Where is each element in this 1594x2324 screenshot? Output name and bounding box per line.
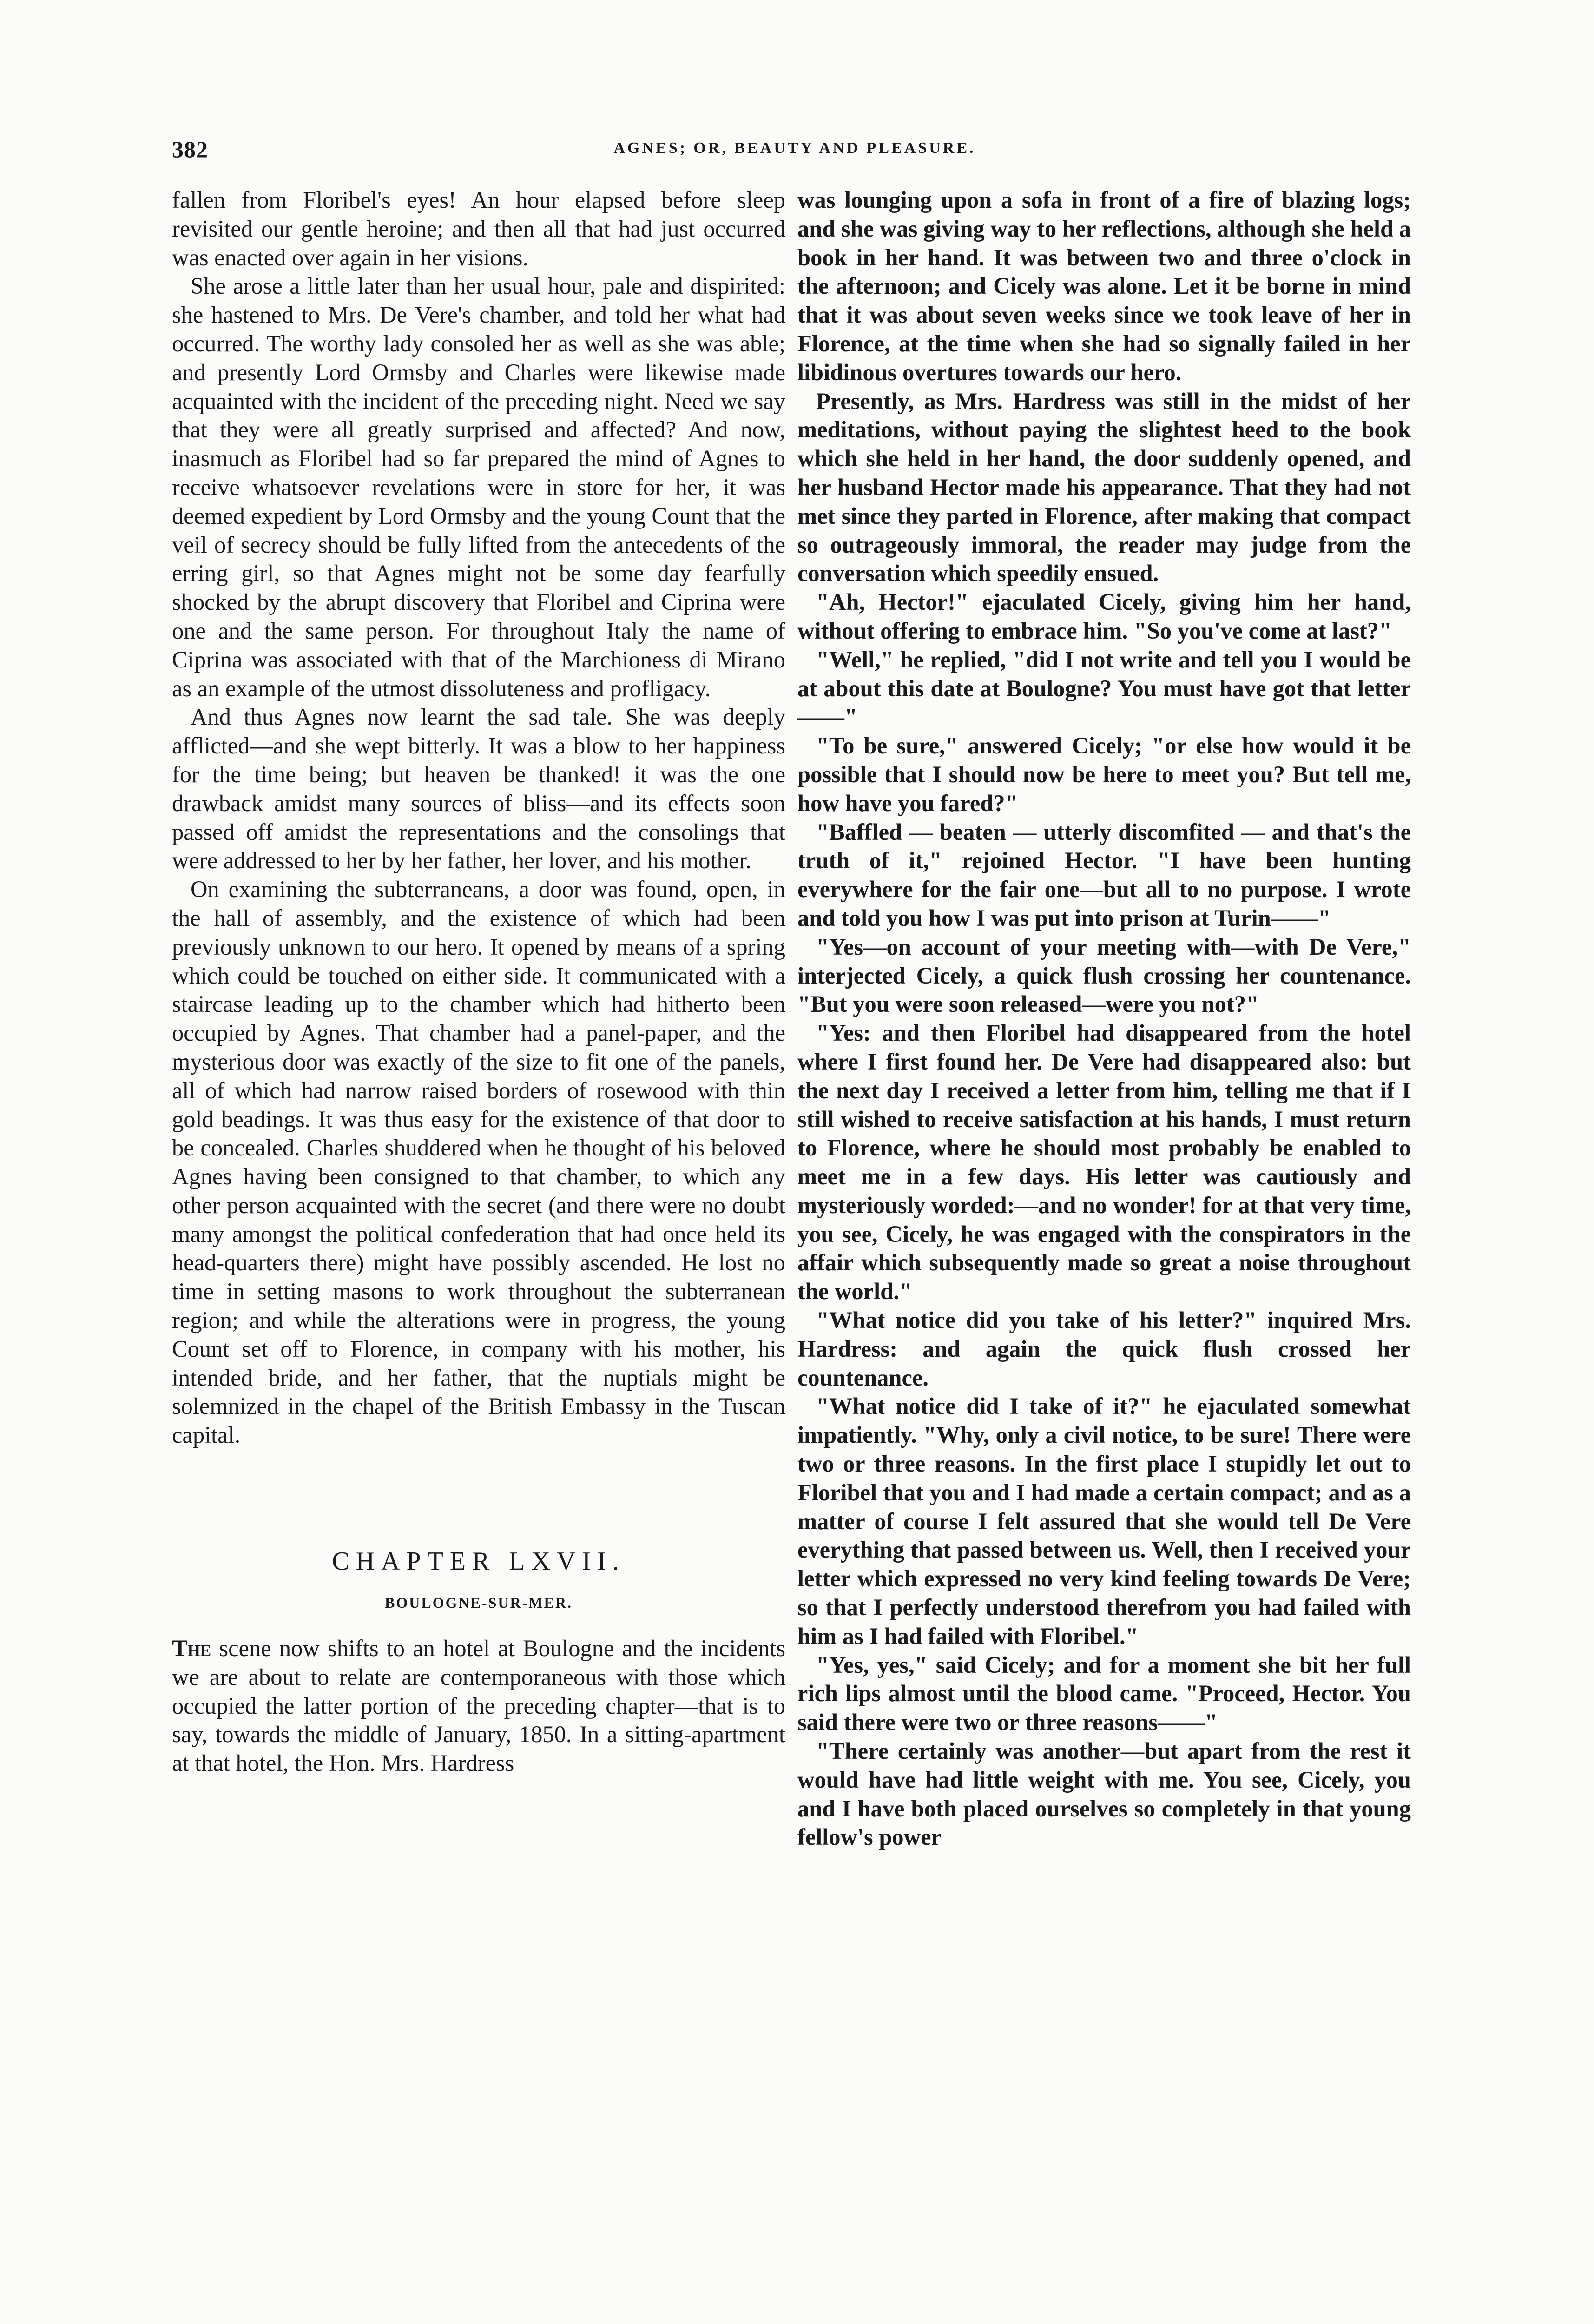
paragraph: And thus Agnes now learnt the sad tale. She was deeply afflicted—and she wept bitterly. It was a blow to her happiness for the time being; but heaven be thanked! it was the one drawback amidst many sources of bliss—and its effects soon passed off amidst the representations and the consolings that were addressed to her by her father, her lover, and his mother. bbox=[172, 704, 785, 874]
chapter-first-words: The bbox=[172, 1635, 211, 1662]
right-column bbox=[797, 186, 1411, 1852]
left-column bbox=[172, 186, 785, 1778]
paragraph: "There certainly was another—but apart from the rest it would have had little weight with me. You see, Cicely, you and I have both placed ourselves so completely in that young fellow's power bbox=[797, 1738, 1411, 1850]
paragraph: On examining the subterraneans, a door was found, open, in the hall of assembly, and the existence of which had been previously unknown to our hero. It opened by means of a spring which could be touched on either side. It communicated with a staircase leading up to the chamber which had hitherto been occupied by Agnes. That chamber had a panel-paper, and the mysterious door was exactly of the size to fit one of the panels, all of which had narrow raised borders of rosewood with thin gold beadings. It was thus easy for the existence of that door to be concealed. Charles shuddered when he thought of his beloved Agnes having been consigned to that chamber, to which any other person acquainted with the secret (and there were no doubt many amongst the political confederation that had once held its head-quarters there) might have possibly ascended. He lost no time in setting masons to work throughout the subterranean region; and while the alterations were in progress, the young Count set off to Florence, in company with his mother, his intended bride, and her father, that the nuptials might be solemnized in the chapel of the British Embassy in the Tuscan capital. bbox=[172, 876, 785, 1448]
paragraph: was lounging upon a sofa in front of a fire of blazing logs; and she was giving way to her reflections, although she held a book in her hand. It was between two and three o'clock in the afternoon; and Cicely was alone. Let it be borne in mind that it was about seven weeks since we took leave of her in Florence, at the time when she had so signally failed in her libidinous overtures towards our hero. bbox=[797, 187, 1411, 385]
paragraph: "Yes, yes," said Cicely; and for a moment she bit her full rich lips almost until the blood came. "Proceed, Hector. You said there were two or three reasons——" bbox=[797, 1651, 1411, 1736]
chapter-subtitle: BOULOGNE-SUR-MER. bbox=[385, 1594, 573, 1611]
paragraph: "What notice did I take of it?" he ejaculated somewhat impatiently. "Why, only a civil notice, to be sure! There were two or three reasons. In the first place I stupidly let out to Floribel that you and I had made a certain compact; and as a matter of course I felt assured that she would tell De Vere everything that passed between us. Well, then I received your letter which expressed no very kind feeling towards De Vere; so that I perfectly understood therefrom you had failed with him as I had failed with Floribel." bbox=[797, 1393, 1411, 1649]
paragraph: "Yes—on account of your meeting with—with De Vere," interjected Cicely, a quick flush crossing her countenance. "But you were soon released—were you not?" bbox=[797, 933, 1411, 1017]
page-header bbox=[172, 136, 1417, 168]
page-number: 382 bbox=[172, 136, 208, 162]
running-head: AGNES; OR, BEAUTY AND PLEASURE. bbox=[613, 139, 976, 157]
paragraph: fallen from Floribel's eyes! An hour elapsed before sleep revisited our gentle heroine; and then all that had just occurred was enacted over again in her visions. bbox=[172, 187, 785, 271]
chapter-opening-text: scene now shifts to an hotel at Boulogne and the incidents we are about to relate are contemporaneous with those which occupied the latter portion of the preceding chapter—that is to say, towards the middle of January, 1850. In a sitting-apartment at that hotel, the Hon. Mrs. Hardress bbox=[172, 1635, 785, 1776]
paragraph: "Yes: and then Floribel had disappeared from the hotel where I first found her. De Vere had disappeared also: but the next day I received a letter from him, telling me that if I still wished to receive satisfaction at his hands, I must return to Florence, where he should most probably be enabled to meet me in a few days. His letter was cautiously and mysteriously worded:—and no wonder! for at that very time, you see, Cicely, he was engaged with the conspirators in the affair which subsequently made so great a noise throughout the world." bbox=[797, 1020, 1411, 1305]
paragraph: Presently, as Mrs. Hardress was still in the midst of her meditations, without paying the slightest heed to the book which she held in her hand, the door suddenly opened, and her husband Hector made his appearance. That they had not met since they parted in Florence, after making that compact so outrageously immoral, the reader may judge from the conversation which speedily ensued. bbox=[797, 388, 1411, 587]
paragraph: "To be sure," answered Cicely; "or else how would it be possible that I should now be here to meet you? But tell me, how have you fared?" bbox=[797, 733, 1411, 816]
paragraph: "Well," he replied, "did I not write and tell you I would be at about this date at Boulogne? You must have got that letter——" bbox=[797, 646, 1411, 730]
chapter-opening-paragraph bbox=[172, 1634, 785, 1778]
chapter-title: CHAPTER LXVII. bbox=[332, 1547, 626, 1576]
paragraph: "What notice did you take of his letter?" inquired Mrs. Hardress: and again the quick flush crossed her countenance. bbox=[797, 1307, 1411, 1391]
paragraph: "Ah, Hector!" ejaculated Cicely, giving him her hand, without offering to embrace him. "So you've come at last?" bbox=[797, 589, 1411, 644]
paragraph: "Baffled — beaten — utterly discomfited — and that's the truth of it," rejoined Hector. "I have been hunting everywhere for the fair one—but all to no purpose. I wrote and told you how I was put into prison at Turin——" bbox=[797, 819, 1411, 931]
paragraph: She arose a little later than her usual hour, pale and dispirited: she hastened to Mrs. De Vere's chamber, and told her what had occurred. The worthy lady consoled her as well as she was able; and presently Lord Ormsby and Charles were likewise made acquainted with the incident of the preceding night. Need we say that they were all greatly surprised and affected? And now, inasmuch as Floribel had so far prepared the mind of Agnes to receive whatsoever revelations were in store for her, it was deemed expedient by Lord Ormsby and the young Count that the veil of secrecy should be fully lifted from the antecedents of the erring girl, so that Agnes might not be some day fearfully shocked by the abrupt discovery that Floribel and Ciprina were one and the same person. For throughout Italy the name of Ciprina was associated with that of the Marchioness di Mirano as an example of the utmost dissoluteness and profligacy. bbox=[172, 273, 785, 701]
